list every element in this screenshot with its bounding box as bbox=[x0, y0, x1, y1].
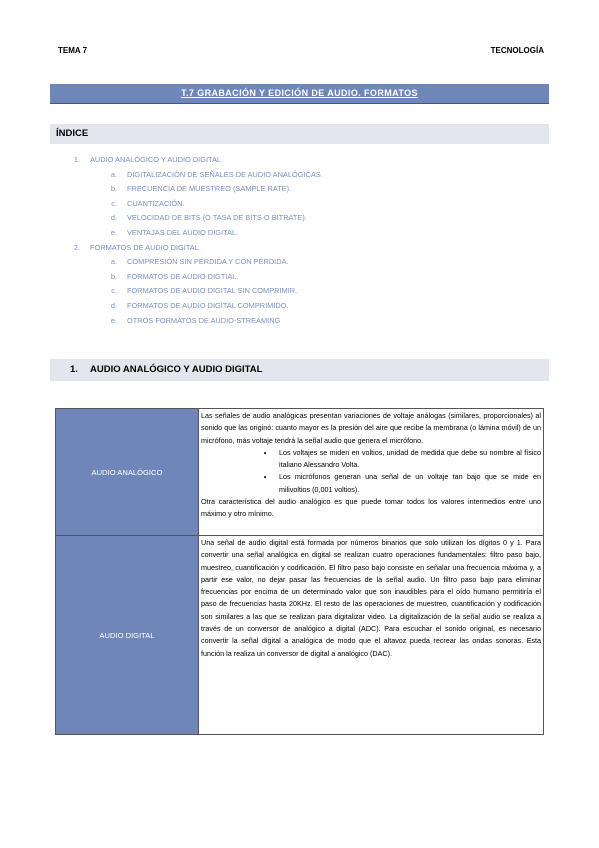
section-title: AUDIO ANALÓGICO Y AUDIO DIGITAL bbox=[90, 364, 263, 375]
row-label-digital: AUDIO DIGITAL bbox=[56, 536, 199, 735]
header-left: TEMA 7 bbox=[58, 46, 88, 55]
section-number: 1. bbox=[70, 364, 78, 375]
toc-item-label: FORMATOS DE AUDIO DIGITAL SIN COMPRIMIR. bbox=[127, 286, 298, 296]
toc-item-number: c. bbox=[111, 198, 117, 208]
toc-item-number: e. bbox=[110, 315, 117, 325]
toc-item-number: b. bbox=[110, 184, 117, 194]
comparison-table bbox=[55, 408, 544, 735]
section-heading bbox=[50, 359, 549, 381]
toc-item-label: FORMATOS DE AUDIO DIGTIAL. bbox=[127, 271, 239, 281]
toc-item-label: DIGITALIZACIÓN DE SEÑALES DE AUDIO ANALÓGICAS. bbox=[127, 169, 323, 179]
toc-item-label: FORMATOS DE AUDIO DIGITAL COMPRIMIDO. bbox=[127, 301, 289, 310]
row-content-analog bbox=[199, 409, 544, 536]
toc-item-label: CUANTIZACIÓN. bbox=[127, 198, 185, 208]
toc-item-label: VENTAJAS DEL AUDIO DIGITAL. bbox=[127, 228, 239, 237]
toc-item-number: e. bbox=[110, 228, 117, 237]
toc-item-label: FRECUENCIA DE MUESTREO (SAMPLE RATE). bbox=[127, 184, 292, 194]
table-row bbox=[56, 536, 544, 735]
toc-item-number: c. bbox=[111, 286, 117, 296]
analog-bullets bbox=[201, 447, 541, 496]
toc-item-number: d. bbox=[110, 213, 117, 223]
list-item: • Los voltajes se miden en voltios, unidad de medida que debe su nombre al físico italiano Alessandro Volta. bbox=[275, 447, 541, 472]
header-right: TECNOLOGÍA bbox=[490, 46, 544, 55]
list-item: • Los micrófonos generan una señal de un voltaje tan bajo que se mide en milivoltios (0,001 voltios). bbox=[275, 471, 541, 496]
row-content-digital: Una señal de audio digital está formada por números binarios que solo utilizan los dígitos 0 y 1. Para convertir una señal analógica en digital se realizan cuatro operaciones fundamentales: filtro paso bajo, muestreo, cuantificación y codificación. El filtro paso bajo consiste en señalar una frecuencia máxima y, a partir ese valor, no dejar pasar las frecuencias de la señal audio. Un filtro paso bajo para eliminar frecuencias por encima de un determinado valor que son inaudibles para el oído humano permitiría el paso de frecuencias hasta 20KHz. El resto de las operaciones de muestreo, cuantificación y codificación son similares a las que se realizan para digitalizar video. La digitalización de la señal audio se realiza a través de un conversor de analógico a digital (ADC). Para escuchar el sonido original, es necesario convertir la señal digital a analógica de modo que el altavoz pueda recrear las ondas sonoras. Esta función la realiza un conversor de digital a analógico (DAC). bbox=[199, 536, 544, 735]
toc-item-number: d. bbox=[110, 301, 117, 310]
toc-item-label: VELOCIDAD DE BITS (O TASA DE BITS O BITRATE). bbox=[127, 213, 307, 223]
toc-item-number: a. bbox=[110, 257, 117, 267]
toc-item-number: a. bbox=[110, 169, 117, 179]
table-row bbox=[56, 409, 544, 536]
index-heading: ÍNDICE bbox=[50, 124, 549, 144]
page-title: T.7 GRABACIÓN Y EDICIÓN DE AUDIO. FORMATOS bbox=[50, 84, 549, 104]
toc-item-label: FORMATOS DE AUDIO DIGITAL. bbox=[90, 242, 201, 252]
analog-outro: Otra característica del audio analógico es que puede tomar todos los valores intermedios entre uno máximo y otro mínimo. bbox=[201, 497, 541, 519]
toc-item-number: 1. bbox=[73, 155, 80, 164]
row-label-analog: AUDIO ANALÓGICO bbox=[56, 409, 199, 536]
analog-intro: Las señales de audio analógicas presentan variaciones de voltaje análogas (similares, proporcionales) al sonido que las originó: cuanto mayor es la presión del aire que recibe la membrana (o lámina móvil) de un micrófono, más voltaje tendrá la señal audio que genera el micrófono. bbox=[201, 411, 541, 445]
toc-item-label: OTROS FORMATOS DE AUDIO-STREAMING bbox=[127, 315, 281, 325]
toc-item-label: COMPRESIÓN SIN PÉRDIDA Y CON PÉRDIDA. bbox=[127, 257, 289, 267]
toc-item-number: b. bbox=[110, 271, 117, 281]
toc-item-number: 2. bbox=[73, 242, 80, 252]
toc-item-label: AUDIO ANALÓGICO Y AUDIO DIGITAL. bbox=[90, 155, 224, 164]
